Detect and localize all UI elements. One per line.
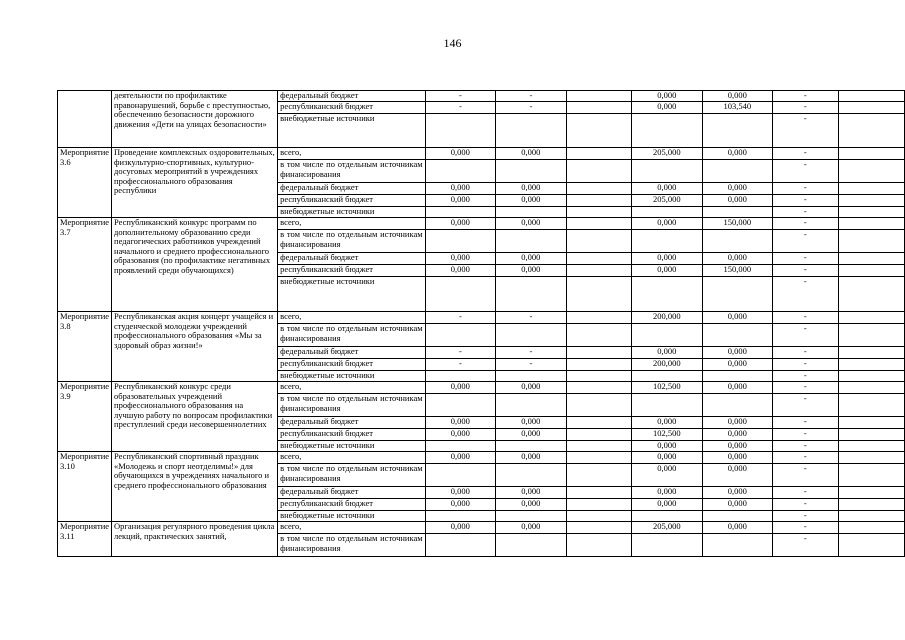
- value-cell: -: [773, 441, 838, 452]
- value-cell: [566, 382, 631, 394]
- value-cell: [838, 253, 904, 265]
- value-cell: [566, 347, 631, 359]
- value-cell: [838, 487, 904, 499]
- value-cell: -: [773, 91, 838, 102]
- value-cell: 0,000: [702, 499, 773, 511]
- value-cell: 205,000: [631, 195, 702, 207]
- value-cell: -: [425, 347, 496, 359]
- funding-source: внебюджетные источники: [278, 441, 425, 452]
- value-cell: [838, 382, 904, 394]
- value-cell: 0,000: [496, 195, 567, 207]
- value-cell: [425, 371, 496, 382]
- value-cell: 0,000: [631, 253, 702, 265]
- value-cell: 0,000: [702, 312, 773, 324]
- funding-source: в том числе по отдельным источникам финансирования: [278, 160, 425, 183]
- table-row: [58, 522, 905, 534]
- value-cell: -: [773, 207, 838, 218]
- value-cell: 0,000: [425, 417, 496, 429]
- funding-source: республиканский бюджет: [278, 359, 425, 371]
- value-cell: 0,000: [702, 359, 773, 371]
- funding-source: внебюджетные источники: [278, 207, 425, 218]
- value-cell: [631, 277, 702, 312]
- value-cell: 0,000: [702, 441, 773, 452]
- value-cell: [566, 102, 631, 114]
- value-cell: [496, 534, 567, 557]
- value-cell: [425, 324, 496, 347]
- value-cell: [496, 464, 567, 487]
- value-cell: [702, 207, 773, 218]
- value-cell: -: [773, 359, 838, 371]
- funding-source: в том числе по отдельным источникам финансирования: [278, 324, 425, 347]
- value-cell: [702, 160, 773, 183]
- value-cell: [838, 324, 904, 347]
- value-cell: 0,000: [425, 195, 496, 207]
- value-cell: [631, 534, 702, 557]
- value-cell: 0,000: [496, 265, 567, 277]
- measure-cell: Мероприятие 3.6: [58, 148, 112, 218]
- measure-cell: [58, 91, 112, 148]
- value-cell: 0,000: [496, 183, 567, 195]
- value-cell: [566, 371, 631, 382]
- value-cell: [702, 371, 773, 382]
- value-cell: 200,000: [631, 359, 702, 371]
- measure-description: деятельности по профилактике правонарушений, борьбе с преступностью, обеспечению безопасности дорожного движения «Дети на улицах безопасности»: [112, 91, 278, 148]
- value-cell: [425, 511, 496, 522]
- value-cell: -: [773, 452, 838, 464]
- value-cell: [838, 91, 904, 102]
- value-cell: [425, 277, 496, 312]
- value-cell: 0,000: [425, 218, 496, 230]
- measure-cell: Мероприятие 3.7: [58, 218, 112, 312]
- funding-source: федеральный бюджет: [278, 253, 425, 265]
- value-cell: -: [773, 464, 838, 487]
- value-cell: 0,000: [702, 195, 773, 207]
- value-cell: 0,000: [702, 452, 773, 464]
- measure-description: Проведение комплексных оздоровительных, физкультурно-спортивных, культурно-досуговых мероприятий в учреждениях профессионального образования республики: [112, 148, 278, 218]
- table-row: [58, 382, 905, 394]
- value-cell: 0,000: [631, 452, 702, 464]
- value-cell: [702, 277, 773, 312]
- value-cell: 0,000: [631, 499, 702, 511]
- value-cell: 0,000: [702, 417, 773, 429]
- value-cell: -: [773, 160, 838, 183]
- value-cell: [566, 230, 631, 253]
- value-cell: -: [773, 218, 838, 230]
- value-cell: 0,000: [425, 522, 496, 534]
- value-cell: [631, 371, 702, 382]
- value-cell: [702, 511, 773, 522]
- value-cell: 0,000: [496, 487, 567, 499]
- value-cell: 0,000: [425, 452, 496, 464]
- funding-source: республиканский бюджет: [278, 429, 425, 441]
- table-body: [58, 91, 905, 557]
- value-cell: 102,500: [631, 382, 702, 394]
- value-cell: -: [496, 312, 567, 324]
- value-cell: 0,000: [631, 91, 702, 102]
- funding-source: всего,: [278, 382, 425, 394]
- value-cell: 0,000: [702, 382, 773, 394]
- value-cell: [838, 160, 904, 183]
- value-cell: [838, 522, 904, 534]
- value-cell: [496, 207, 567, 218]
- funding-source: всего,: [278, 522, 425, 534]
- budget-table: [57, 90, 905, 557]
- value-cell: -: [773, 195, 838, 207]
- table-row: [58, 452, 905, 464]
- value-cell: 0,000: [496, 148, 567, 160]
- value-cell: [496, 511, 567, 522]
- value-cell: -: [773, 382, 838, 394]
- value-cell: 150,000: [702, 265, 773, 277]
- value-cell: [631, 230, 702, 253]
- funding-source: всего,: [278, 148, 425, 160]
- value-cell: [566, 148, 631, 160]
- value-cell: [566, 207, 631, 218]
- value-cell: 205,000: [631, 148, 702, 160]
- value-cell: [702, 394, 773, 417]
- value-cell: [838, 417, 904, 429]
- value-cell: -: [773, 114, 838, 148]
- value-cell: [566, 487, 631, 499]
- value-cell: [838, 265, 904, 277]
- value-cell: [496, 394, 567, 417]
- value-cell: [425, 394, 496, 417]
- value-cell: [566, 183, 631, 195]
- value-cell: 0,000: [496, 499, 567, 511]
- value-cell: [702, 230, 773, 253]
- measure-cell: Мероприятие 3.9: [58, 382, 112, 452]
- value-cell: [838, 148, 904, 160]
- value-cell: 0,000: [702, 148, 773, 160]
- value-cell: [496, 324, 567, 347]
- value-cell: -: [773, 429, 838, 441]
- value-cell: -: [773, 394, 838, 417]
- value-cell: [838, 452, 904, 464]
- page-number: 146: [443, 36, 462, 50]
- value-cell: 0,000: [425, 429, 496, 441]
- value-cell: [631, 160, 702, 183]
- table-row: [58, 91, 905, 102]
- value-cell: [838, 511, 904, 522]
- value-cell: 0,000: [631, 265, 702, 277]
- value-cell: [702, 114, 773, 148]
- value-cell: 150,000: [702, 218, 773, 230]
- value-cell: [838, 207, 904, 218]
- value-cell: 0,000: [702, 487, 773, 499]
- value-cell: 0,000: [425, 183, 496, 195]
- value-cell: [838, 102, 904, 114]
- value-cell: -: [773, 347, 838, 359]
- funding-source: внебюджетные источники: [278, 114, 425, 148]
- funding-source: всего,: [278, 218, 425, 230]
- value-cell: 0,000: [631, 347, 702, 359]
- value-cell: -: [773, 487, 838, 499]
- value-cell: -: [773, 522, 838, 534]
- value-cell: [838, 499, 904, 511]
- value-cell: -: [773, 312, 838, 324]
- value-cell: [566, 195, 631, 207]
- table-row: [58, 218, 905, 230]
- funding-source: республиканский бюджет: [278, 499, 425, 511]
- value-cell: [566, 417, 631, 429]
- value-cell: [425, 441, 496, 452]
- value-cell: [496, 441, 567, 452]
- value-cell: [566, 160, 631, 183]
- measure-cell: Мероприятие 3.8: [58, 312, 112, 382]
- value-cell: -: [773, 148, 838, 160]
- value-cell: 0,000: [631, 102, 702, 114]
- value-cell: [838, 371, 904, 382]
- value-cell: 0,000: [702, 347, 773, 359]
- value-cell: 200,000: [631, 312, 702, 324]
- value-cell: [566, 394, 631, 417]
- value-cell: [566, 324, 631, 347]
- value-cell: 0,000: [496, 452, 567, 464]
- funding-source: республиканский бюджет: [278, 195, 425, 207]
- value-cell: [566, 429, 631, 441]
- funding-source: федеральный бюджет: [278, 487, 425, 499]
- value-cell: [496, 114, 567, 148]
- measure-cell: Мероприятие 3.10: [58, 452, 112, 522]
- value-cell: 0,000: [702, 429, 773, 441]
- value-cell: [838, 394, 904, 417]
- value-cell: 0,000: [702, 522, 773, 534]
- value-cell: 0,000: [496, 417, 567, 429]
- value-cell: 0,000: [496, 218, 567, 230]
- value-cell: [838, 277, 904, 312]
- value-cell: 0,000: [702, 91, 773, 102]
- value-cell: [566, 522, 631, 534]
- funding-source: республиканский бюджет: [278, 265, 425, 277]
- value-cell: 0,000: [425, 265, 496, 277]
- value-cell: 0,000: [496, 522, 567, 534]
- value-cell: [425, 160, 496, 183]
- value-cell: -: [773, 499, 838, 511]
- funding-source: федеральный бюджет: [278, 347, 425, 359]
- value-cell: [566, 277, 631, 312]
- value-cell: [838, 441, 904, 452]
- value-cell: [838, 183, 904, 195]
- value-cell: [566, 452, 631, 464]
- measure-cell: Мероприятие 3.11: [58, 522, 112, 557]
- value-cell: [838, 359, 904, 371]
- value-cell: -: [773, 534, 838, 557]
- value-cell: -: [425, 91, 496, 102]
- value-cell: [566, 499, 631, 511]
- table-row: [58, 148, 905, 160]
- value-cell: [425, 464, 496, 487]
- funding-source: республиканский бюджет: [278, 102, 425, 114]
- funding-source: внебюджетные источники: [278, 371, 425, 382]
- funding-source: федеральный бюджет: [278, 183, 425, 195]
- value-cell: 0,000: [425, 487, 496, 499]
- funding-source: в том числе по отдельным источникам финансирования: [278, 464, 425, 487]
- measure-description: Республиканский конкурс среди образовательных учреждений профессионального образования на лучшую работу по вопросам профилактики преступлений среди несовершеннолетних: [112, 382, 278, 452]
- value-cell: [838, 195, 904, 207]
- value-cell: -: [773, 324, 838, 347]
- measure-description: Республиканский конкурс программ по дополнительному образованию среди педагогических работников учреждений начального и среднего профессионального образования (по профилактике негативных проявлений среди обучающихся): [112, 218, 278, 312]
- value-cell: -: [773, 371, 838, 382]
- value-cell: [425, 207, 496, 218]
- value-cell: -: [773, 253, 838, 265]
- value-cell: 0,000: [702, 464, 773, 487]
- value-cell: -: [425, 312, 496, 324]
- value-cell: 0,000: [425, 382, 496, 394]
- value-cell: -: [773, 417, 838, 429]
- value-cell: 0,000: [425, 253, 496, 265]
- value-cell: -: [773, 511, 838, 522]
- value-cell: [838, 312, 904, 324]
- value-cell: 0,000: [425, 499, 496, 511]
- value-cell: [566, 265, 631, 277]
- value-cell: -: [773, 265, 838, 277]
- measure-description: Республиканская акция концерт учащейся и студенческой молодежи учреждений профессионального образования «Мы за здоровый образ жизни!»: [112, 312, 278, 382]
- value-cell: -: [773, 183, 838, 195]
- value-cell: -: [773, 230, 838, 253]
- value-cell: -: [496, 347, 567, 359]
- measure-description: Организация регулярного проведения цикла лекций, практических занятий,: [112, 522, 278, 557]
- value-cell: [702, 324, 773, 347]
- value-cell: -: [496, 359, 567, 371]
- value-cell: 0,000: [496, 253, 567, 265]
- value-cell: [838, 114, 904, 148]
- value-cell: 103,540: [702, 102, 773, 114]
- value-cell: 0,000: [702, 253, 773, 265]
- value-cell: [566, 534, 631, 557]
- value-cell: 0,000: [631, 218, 702, 230]
- value-cell: 0,000: [496, 382, 567, 394]
- value-cell: 0,000: [631, 417, 702, 429]
- value-cell: -: [773, 102, 838, 114]
- value-cell: [566, 91, 631, 102]
- value-cell: [496, 277, 567, 312]
- value-cell: 0,000: [631, 487, 702, 499]
- funding-source: всего,: [278, 312, 425, 324]
- value-cell: -: [496, 91, 567, 102]
- value-cell: [566, 464, 631, 487]
- value-cell: [838, 218, 904, 230]
- funding-source: всего,: [278, 452, 425, 464]
- value-cell: [496, 371, 567, 382]
- value-cell: [496, 230, 567, 253]
- value-cell: 0,000: [631, 441, 702, 452]
- funding-source: внебюджетные источники: [278, 511, 425, 522]
- value-cell: [425, 534, 496, 557]
- value-cell: [838, 230, 904, 253]
- value-cell: -: [496, 102, 567, 114]
- value-cell: [566, 312, 631, 324]
- value-cell: 102,500: [631, 429, 702, 441]
- value-cell: [631, 324, 702, 347]
- value-cell: 0,000: [702, 183, 773, 195]
- value-cell: [425, 114, 496, 148]
- funding-source: внебюджетные источники: [278, 277, 425, 312]
- measure-description: Республиканский спортивный праздник «Молодежь и спорт неотделимы!» для обучающихся в учреждениях начального и среднего профессионального образования: [112, 452, 278, 522]
- value-cell: [631, 114, 702, 148]
- funding-source: в том числе по отдельным источникам финансирования: [278, 394, 425, 417]
- funding-source: федеральный бюджет: [278, 91, 425, 102]
- value-cell: 0,000: [496, 429, 567, 441]
- value-cell: 0,000: [631, 183, 702, 195]
- funding-source: в том числе по отдельным источникам финансирования: [278, 230, 425, 253]
- table-row: [58, 312, 905, 324]
- funding-source: федеральный бюджет: [278, 417, 425, 429]
- value-cell: -: [773, 277, 838, 312]
- value-cell: [566, 253, 631, 265]
- value-cell: 0,000: [425, 148, 496, 160]
- value-cell: [838, 464, 904, 487]
- value-cell: -: [425, 102, 496, 114]
- value-cell: [631, 207, 702, 218]
- value-cell: [566, 511, 631, 522]
- value-cell: 205,000: [631, 522, 702, 534]
- funding-source: в том числе по отдельным источникам финансирования: [278, 534, 425, 557]
- value-cell: [496, 160, 567, 183]
- value-cell: [631, 394, 702, 417]
- value-cell: [566, 114, 631, 148]
- value-cell: 0,000: [631, 464, 702, 487]
- value-cell: [566, 218, 631, 230]
- value-cell: [838, 534, 904, 557]
- value-cell: [838, 347, 904, 359]
- value-cell: [838, 429, 904, 441]
- value-cell: [566, 441, 631, 452]
- value-cell: [425, 230, 496, 253]
- value-cell: [702, 534, 773, 557]
- value-cell: [631, 511, 702, 522]
- value-cell: -: [425, 359, 496, 371]
- value-cell: [566, 359, 631, 371]
